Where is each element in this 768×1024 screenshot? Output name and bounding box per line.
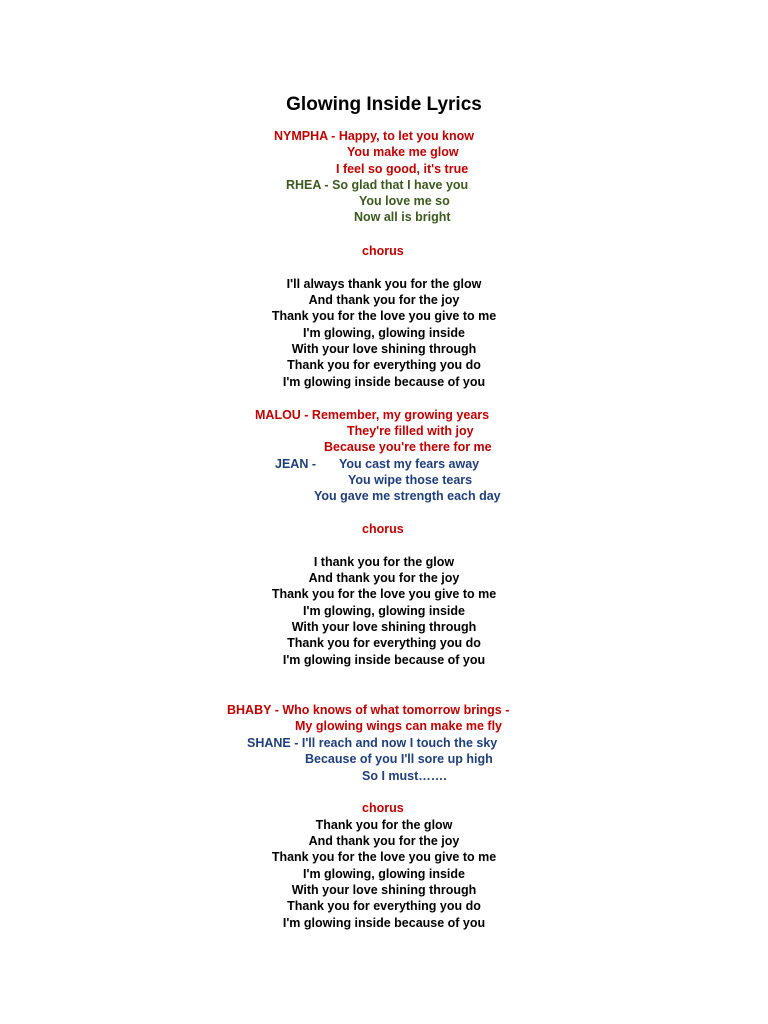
lyric-line: You love me so xyxy=(359,194,450,208)
lyric-line: RHEA - So glad that I have you xyxy=(286,178,469,192)
lyric-line: Thank you for the glow xyxy=(315,818,453,832)
lyric-line: You gave me strength each day xyxy=(314,489,501,503)
lyric-line: Because you're there for me xyxy=(324,440,492,454)
lyric-line: I'm glowing inside because of you xyxy=(282,653,486,667)
lyric-line: I'm glowing, glowing inside xyxy=(303,604,465,618)
lyric-line: And thank you for the joy xyxy=(308,293,460,307)
lyric-line: Thank you for everything you do xyxy=(287,636,481,650)
lyric-line: Thank you for the love you give to me xyxy=(271,587,497,601)
lyric-line: You wipe those tears xyxy=(348,473,473,487)
lyric-line: With your love shining through xyxy=(291,883,477,897)
lyric-line: Thank you for the love you give to me xyxy=(271,309,497,323)
page-title: Glowing Inside Lyrics xyxy=(286,94,482,115)
lyric-line: I'm glowing, glowing inside xyxy=(303,867,465,881)
lyric-line: I'm glowing inside because of you xyxy=(282,916,486,930)
lyric-line: And thank you for the joy xyxy=(308,571,460,585)
lyric-line: With your love shining through xyxy=(291,342,477,356)
lyric-line: I'm glowing inside because of you xyxy=(282,375,486,389)
chorus-label: chorus xyxy=(362,522,404,536)
lyric-line: MALOU - Remember, my growing years xyxy=(255,408,490,422)
lyric-line: Thank you for everything you do xyxy=(287,899,481,913)
lyric-line: Because of you I'll sore up high xyxy=(305,752,493,766)
lyric-line: You make me glow xyxy=(347,145,459,159)
lyric-line: JEAN - xyxy=(275,457,316,471)
lyric-line: I thank you for the glow xyxy=(313,555,455,569)
lyric-line: So I must……. xyxy=(362,769,447,783)
lyric-line: I'm glowing, glowing inside xyxy=(303,326,465,340)
lyric-line: They're filled with joy xyxy=(347,424,474,438)
lyric-line: Thank you for the love you give to me xyxy=(271,850,497,864)
chorus-label: chorus xyxy=(362,801,404,815)
chorus-label: chorus xyxy=(362,244,404,258)
lyric-line: NYMPHA - Happy, to let you know xyxy=(274,129,475,143)
lyric-line: Now all is bright xyxy=(354,210,451,224)
lyric-line: I feel so good, it's true xyxy=(336,162,469,176)
lyric-line: With your love shining through xyxy=(291,620,477,634)
lyric-line: I'll always thank you for the glow xyxy=(286,277,482,291)
lyric-line: SHANE - I'll reach and now I touch the sky xyxy=(247,736,498,750)
lyric-line: And thank you for the joy xyxy=(308,834,460,848)
lyric-line: BHABY - Who knows of what tomorrow brings - xyxy=(227,703,510,717)
lyric-line: My glowing wings can make me fly xyxy=(295,719,502,733)
lyric-line: You cast my fears away xyxy=(339,457,480,471)
lyric-line: Thank you for everything you do xyxy=(287,358,481,372)
